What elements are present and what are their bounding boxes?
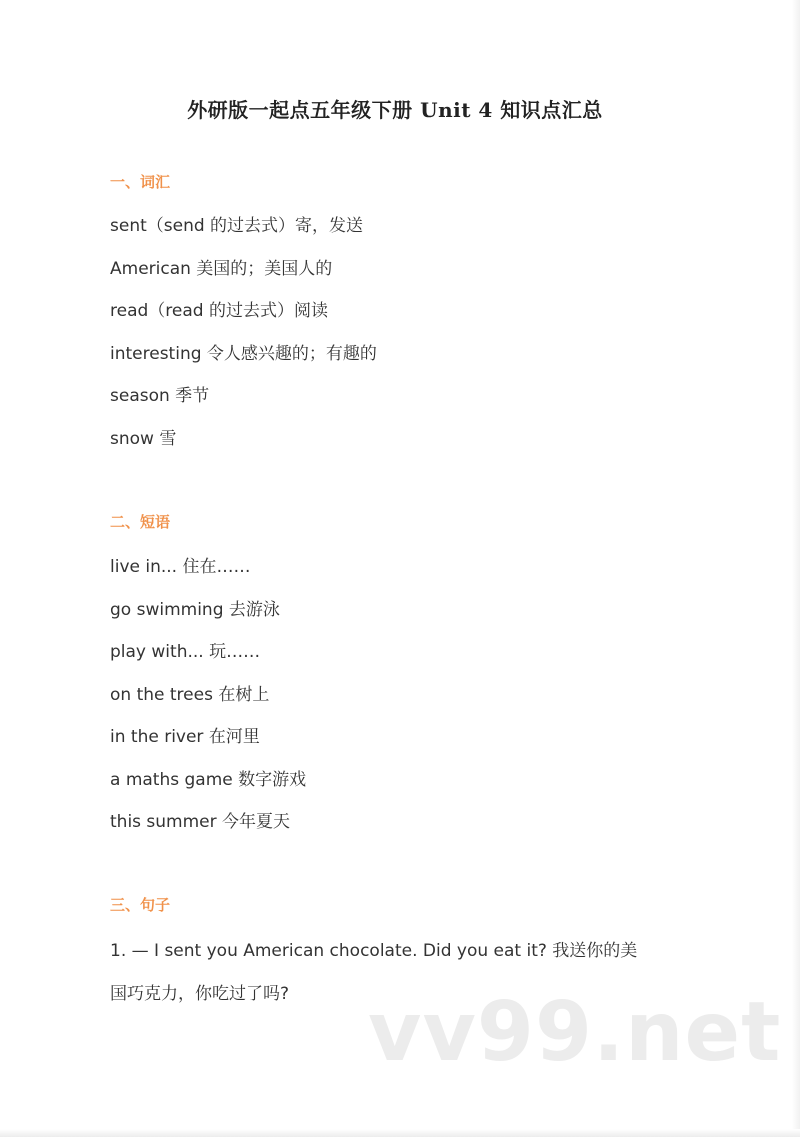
phrase-line: a maths game 数字游戏 bbox=[110, 770, 307, 790]
phrase-line: in the river 在河里 bbox=[110, 727, 260, 747]
phrase-line: play with... 玩…… bbox=[110, 642, 261, 662]
vocab-line: read（read 的过去式）阅读 bbox=[110, 301, 328, 321]
document-title: 外研版一起点五年级下册 Unit 4 知识点汇总 bbox=[187, 98, 603, 122]
page-edge-shadow bbox=[792, 0, 800, 1137]
section-heading-phrases: 二、短语 bbox=[110, 513, 171, 531]
watermark-text: vv99.net bbox=[368, 985, 782, 1080]
vocab-line: snow 雪 bbox=[110, 429, 177, 449]
section-heading-vocabulary: 一、词汇 bbox=[110, 173, 171, 191]
phrase-line: live in... 住在…… bbox=[110, 557, 251, 577]
phrase-line: on the trees 在树上 bbox=[110, 685, 270, 705]
section-heading-sentences: 三、句子 bbox=[110, 896, 171, 914]
page-edge-shadow bbox=[0, 1129, 800, 1137]
phrase-line: this summer 今年夏天 bbox=[110, 812, 291, 832]
vocab-line: American 美国的；美国人的 bbox=[110, 259, 333, 279]
sentence-line: 国巧克力，你吃过了吗? bbox=[110, 984, 290, 1004]
vocab-line: interesting 令人感兴趣的；有趣的 bbox=[110, 344, 377, 364]
vocab-line: sent（send 的过去式）寄，发送 bbox=[110, 216, 364, 236]
phrase-line: go swimming 去游泳 bbox=[110, 600, 280, 620]
sentence-line: 1. — I sent you American chocolate. Did you eat it? 我送你的美 bbox=[110, 941, 638, 961]
vocab-line: season 季节 bbox=[110, 386, 210, 406]
